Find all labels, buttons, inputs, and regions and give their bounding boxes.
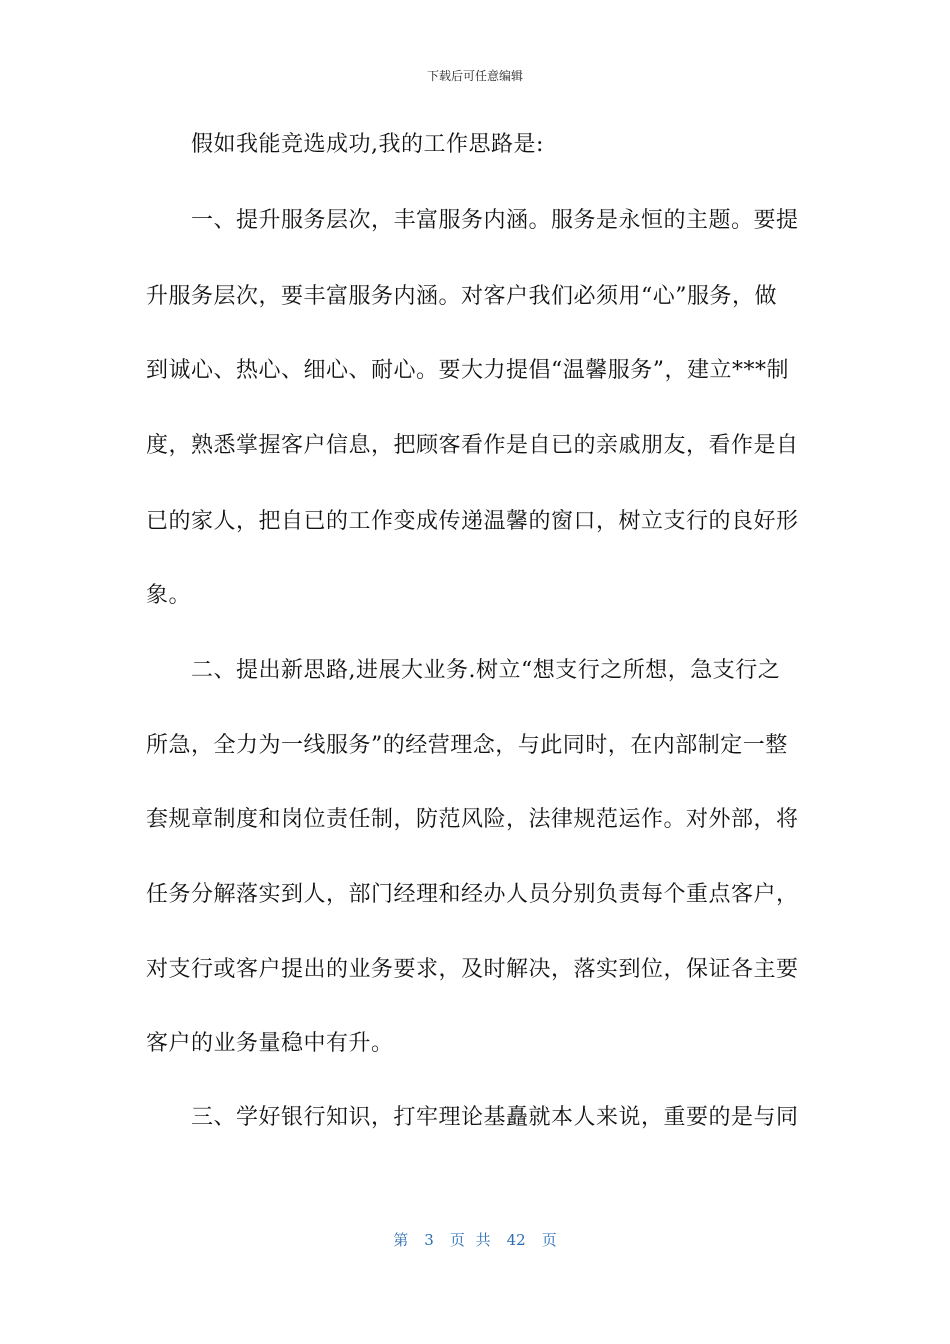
text-line: 已的家人，把自已的工作变成传递温馨的窗口，树立支行的良好形	[146, 509, 799, 534]
page-footer	[0, 1229, 950, 1250]
page-header: 下载后可任意编辑	[426, 69, 523, 83]
page-total: 42	[506, 1231, 526, 1249]
text-line: 到诚心、热心、细心、耐心。要大力提倡“温馨服务”，建立***制	[146, 358, 789, 383]
page-prefix: 第	[393, 1231, 409, 1249]
text-line: 度，熟悉掌握客户信息，把顾客看作是自已的亲戚朋友，看作是自	[146, 433, 799, 458]
page-middle: 页 共	[449, 1231, 491, 1249]
text-line: 任务分解落实到人，部门经理和经办人员分别负责每个重点客户，	[146, 882, 799, 907]
text-line: 假如我能竞选成功,我的工作思路是:	[146, 132, 544, 157]
page-suffix: 页	[541, 1231, 557, 1249]
text-line: 套规章制度和岗位责任制，防范风险，法律规范运作。对外部，将	[146, 807, 799, 832]
text-line: 对支行或客户提出的业务要求，及时解决，落实到位，保证各主要	[146, 957, 799, 982]
text-line: 二、提出新思路,进展大业务.树立“想支行之所想，急支行之	[146, 658, 781, 683]
text-line: 客户的业务量稳中有升。	[146, 1031, 394, 1056]
page-current: 3	[424, 1231, 434, 1249]
text-line: 所急，全力为一线服务”的经营理念，与此同时，在内部制定一整	[146, 733, 788, 758]
text-line: 三、学好银行知识，打牢理论基矗就本人来说，重要的是与同	[146, 1105, 799, 1130]
text-line: 升服务层次，要丰富服务内涵。对客户我们必须用“心”服务，做	[146, 284, 777, 309]
text-line: 一、提升服务层次，丰富服务内涵。服务是永恒的主题。要提	[146, 208, 799, 233]
text-line: 象。	[146, 583, 192, 608]
